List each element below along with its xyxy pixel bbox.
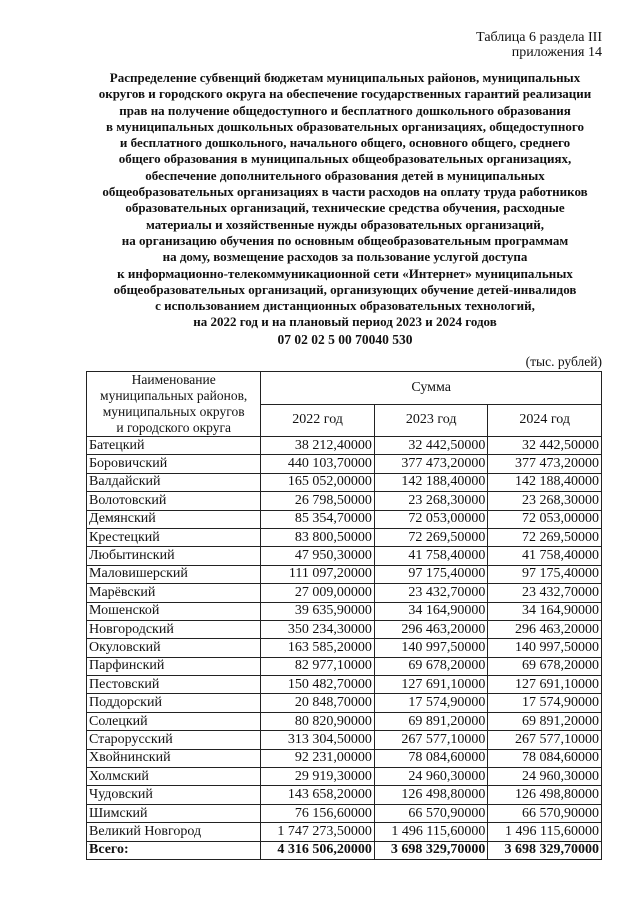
table-row bbox=[87, 731, 602, 749]
district-name-cell: Хвойнинский bbox=[87, 749, 261, 767]
annex-table-number: Таблица 6 раздела III bbox=[476, 30, 602, 45]
name-header-line: и городского округа bbox=[116, 420, 231, 435]
table-row bbox=[87, 455, 602, 473]
amount-2023-cell: 377 473,20000 bbox=[374, 455, 488, 473]
amount-2024-cell: 3 698 329,70000 bbox=[488, 841, 602, 859]
table-row bbox=[87, 473, 602, 491]
district-name-cell: Волотовский bbox=[87, 492, 261, 510]
district-name-cell: Мошенской bbox=[87, 602, 261, 620]
table-row bbox=[87, 657, 602, 675]
amount-2024-cell: 69 891,20000 bbox=[488, 712, 602, 730]
amount-2024-cell: 1 496 115,60000 bbox=[488, 823, 602, 841]
table-row bbox=[87, 510, 602, 528]
amount-2024-cell: 34 164,90000 bbox=[488, 602, 602, 620]
table-row bbox=[87, 804, 602, 822]
table-row bbox=[87, 712, 602, 730]
table-row bbox=[87, 565, 602, 583]
table-row bbox=[87, 749, 602, 767]
table-row bbox=[87, 768, 602, 786]
district-name-cell: Марёвский bbox=[87, 584, 261, 602]
table-row bbox=[87, 584, 602, 602]
heading-line: образовательных организаций, технические средства обучения, расходные bbox=[125, 200, 565, 216]
heading-line: Распределение субвенций бюджетам муниципальных районов, муниципальных bbox=[109, 70, 581, 85]
amount-2024-cell: 17 574,90000 bbox=[488, 694, 602, 712]
amount-2023-cell: 17 574,90000 bbox=[374, 694, 488, 712]
amount-2022-cell: 350 234,30000 bbox=[261, 620, 375, 638]
amount-2022-cell: 38 212,40000 bbox=[261, 437, 375, 455]
table-row bbox=[87, 528, 602, 546]
amount-2024-cell: 69 678,20000 bbox=[488, 657, 602, 675]
amount-2024-cell: 267 577,10000 bbox=[488, 731, 602, 749]
amount-2022-cell: 29 919,30000 bbox=[261, 768, 375, 786]
units-note: (тыс. рублей) bbox=[525, 354, 602, 369]
heading-line: общеобразовательных организациях в части расходов на оплату труда работников bbox=[102, 184, 588, 200]
table-row bbox=[87, 639, 602, 657]
name-header-line: Наименование bbox=[131, 372, 216, 387]
budget-classification-code: 07 02 02 5 00 70040 530 bbox=[277, 332, 413, 347]
district-name-cell: Старорусский bbox=[87, 731, 261, 749]
district-name-cell: Демянский bbox=[87, 510, 261, 528]
heading-line: на 2022 год и на плановый период 2023 и 2024 годов bbox=[193, 314, 497, 330]
amount-2022-cell: 80 820,90000 bbox=[261, 712, 375, 730]
amount-2023-cell: 3 698 329,70000 bbox=[374, 841, 488, 859]
amount-2022-cell: 143 658,20000 bbox=[261, 786, 375, 804]
amount-2022-cell: 440 103,70000 bbox=[261, 455, 375, 473]
amount-2022-cell: 76 156,60000 bbox=[261, 804, 375, 822]
amount-2022-cell: 83 800,50000 bbox=[261, 528, 375, 546]
amount-2023-cell: 32 442,50000 bbox=[374, 437, 488, 455]
amount-2022-cell: 82 977,10000 bbox=[261, 657, 375, 675]
amount-2024-cell: 72 053,00000 bbox=[488, 510, 602, 528]
district-name-cell: Батецкий bbox=[87, 437, 261, 455]
amount-2024-cell: 72 269,50000 bbox=[488, 528, 602, 546]
amount-2024-cell: 140 997,50000 bbox=[488, 639, 602, 657]
amount-2024-cell: 23 432,70000 bbox=[488, 584, 602, 602]
table-row bbox=[87, 786, 602, 804]
amount-2023-cell: 78 084,60000 bbox=[374, 749, 488, 767]
amount-2022-cell: 85 354,70000 bbox=[261, 510, 375, 528]
table-row bbox=[87, 602, 602, 620]
amount-2022-cell: 163 585,20000 bbox=[261, 639, 375, 657]
district-name-cell: Боровичский bbox=[87, 455, 261, 473]
amount-2023-cell: 267 577,10000 bbox=[374, 731, 488, 749]
amount-2023-cell: 127 691,10000 bbox=[374, 676, 488, 694]
amount-2023-cell: 23 268,30000 bbox=[374, 492, 488, 510]
amount-2023-cell: 142 188,40000 bbox=[374, 473, 488, 491]
annex-appendix-number: приложения 14 bbox=[511, 45, 602, 60]
amount-2023-cell: 41 758,40000 bbox=[374, 547, 488, 565]
district-name-cell: Парфинский bbox=[87, 657, 261, 675]
table-row bbox=[87, 492, 602, 510]
amount-2024-cell: 296 463,20000 bbox=[488, 620, 602, 638]
heading-line: прав на получение общедоступного и бесплатного дошкольного образования bbox=[119, 102, 571, 118]
table-row bbox=[87, 694, 602, 712]
heading-line: с использованием дистанционных образовательных технологий, bbox=[155, 298, 535, 314]
heading-line: общеобразовательных организаций, организующих обучение детей-инвалидов bbox=[113, 281, 577, 297]
amount-2022-cell: 4 316 506,20000 bbox=[261, 841, 375, 859]
amount-2022-cell: 1 747 273,50000 bbox=[261, 823, 375, 841]
district-name-cell: Любытинский bbox=[87, 547, 261, 565]
table-header-row bbox=[87, 372, 602, 405]
subvention-table bbox=[86, 371, 602, 860]
amount-2022-cell: 313 304,50000 bbox=[261, 731, 375, 749]
name-header-line: муниципальных округов bbox=[102, 404, 245, 419]
amount-2024-cell: 66 570,90000 bbox=[488, 804, 602, 822]
district-name-cell: Всего: bbox=[87, 841, 261, 859]
amount-2022-cell: 165 052,00000 bbox=[261, 473, 375, 491]
name-column-header bbox=[87, 372, 261, 437]
district-name-cell: Поддорский bbox=[87, 694, 261, 712]
year-header-2024: 2024 год bbox=[488, 404, 602, 437]
name-header-line: муниципальных районов, bbox=[100, 388, 248, 403]
amount-2022-cell: 47 950,30000 bbox=[261, 547, 375, 565]
district-name-cell: Великий Новгород bbox=[87, 823, 261, 841]
district-name-cell: Валдайский bbox=[87, 473, 261, 491]
sum-column-header: Сумма bbox=[261, 372, 602, 405]
amount-2023-cell: 34 164,90000 bbox=[374, 602, 488, 620]
heading-line: общего образования в муниципальных общеобразовательных организациях, bbox=[118, 151, 572, 167]
district-name-cell: Солецкий bbox=[87, 712, 261, 730]
table-row bbox=[87, 620, 602, 638]
amount-2022-cell: 39 635,90000 bbox=[261, 602, 375, 620]
amount-2023-cell: 126 498,80000 bbox=[374, 786, 488, 804]
table-row bbox=[87, 547, 602, 565]
table-row bbox=[87, 823, 602, 841]
table-row bbox=[87, 676, 602, 694]
amount-2022-cell: 111 097,20000 bbox=[261, 565, 375, 583]
document-heading bbox=[78, 70, 612, 331]
amount-2022-cell: 26 798,50000 bbox=[261, 492, 375, 510]
amount-2024-cell: 126 498,80000 bbox=[488, 786, 602, 804]
heading-line: обеспечение дополнительного образования детей в муниципальных bbox=[145, 167, 545, 183]
amount-2023-cell: 72 269,50000 bbox=[374, 528, 488, 546]
amount-2024-cell: 78 084,60000 bbox=[488, 749, 602, 767]
amount-2023-cell: 69 678,20000 bbox=[374, 657, 488, 675]
heading-line: на дому, возмещение расходов за пользование услугой доступа bbox=[162, 249, 528, 265]
amount-2024-cell: 23 268,30000 bbox=[488, 492, 602, 510]
district-name-cell: Шимский bbox=[87, 804, 261, 822]
amount-2023-cell: 23 432,70000 bbox=[374, 584, 488, 602]
year-header-2023: 2023 год bbox=[374, 404, 488, 437]
amount-2022-cell: 150 482,70000 bbox=[261, 676, 375, 694]
amount-2023-cell: 24 960,30000 bbox=[374, 768, 488, 786]
amount-2023-cell: 296 463,20000 bbox=[374, 620, 488, 638]
district-name-cell: Новгородский bbox=[87, 620, 261, 638]
table-body bbox=[87, 437, 602, 860]
heading-line: на организацию обучения по основным общеобразовательным программам bbox=[121, 232, 569, 248]
annex-reference bbox=[476, 30, 602, 60]
district-name-cell: Холмский bbox=[87, 768, 261, 786]
amount-2023-cell: 66 570,90000 bbox=[374, 804, 488, 822]
district-name-cell: Окуловский bbox=[87, 639, 261, 657]
district-name-cell: Пестовский bbox=[87, 676, 261, 694]
amount-2023-cell: 140 997,50000 bbox=[374, 639, 488, 657]
amount-2024-cell: 24 960,30000 bbox=[488, 768, 602, 786]
amount-2024-cell: 97 175,40000 bbox=[488, 565, 602, 583]
district-name-cell: Маловишерский bbox=[87, 565, 261, 583]
amount-2023-cell: 72 053,00000 bbox=[374, 510, 488, 528]
amount-2023-cell: 69 891,20000 bbox=[374, 712, 488, 730]
heading-line: округов и городского округа на обеспечение государственных гарантий реализации bbox=[98, 86, 592, 102]
amount-2024-cell: 377 473,20000 bbox=[488, 455, 602, 473]
amount-2024-cell: 142 188,40000 bbox=[488, 473, 602, 491]
heading-line: и бесплатного дошкольного, начального общего, основного общего, среднего bbox=[119, 135, 571, 151]
year-header-2022: 2022 год bbox=[261, 404, 375, 437]
district-name-cell: Крестецкий bbox=[87, 528, 261, 546]
district-name-cell: Чудовский bbox=[87, 786, 261, 804]
amount-2024-cell: 41 758,40000 bbox=[488, 547, 602, 565]
heading-line: в муниципальных дошкольных образовательных организациях, общедоступного bbox=[105, 118, 584, 134]
table-total-row bbox=[87, 841, 602, 859]
heading-line: к информационно-телекоммуникационной сети «Интернет» муниципальных bbox=[117, 265, 573, 281]
amount-2022-cell: 92 231,00000 bbox=[261, 749, 375, 767]
amount-2024-cell: 127 691,10000 bbox=[488, 676, 602, 694]
amount-2024-cell: 32 442,50000 bbox=[488, 437, 602, 455]
amount-2023-cell: 1 496 115,60000 bbox=[374, 823, 488, 841]
amount-2022-cell: 20 848,70000 bbox=[261, 694, 375, 712]
amount-2022-cell: 27 009,00000 bbox=[261, 584, 375, 602]
table-row bbox=[87, 437, 602, 455]
heading-line: материалы и хозяйственные нужды образовательных организаций, bbox=[146, 216, 544, 232]
amount-2023-cell: 97 175,40000 bbox=[374, 565, 488, 583]
